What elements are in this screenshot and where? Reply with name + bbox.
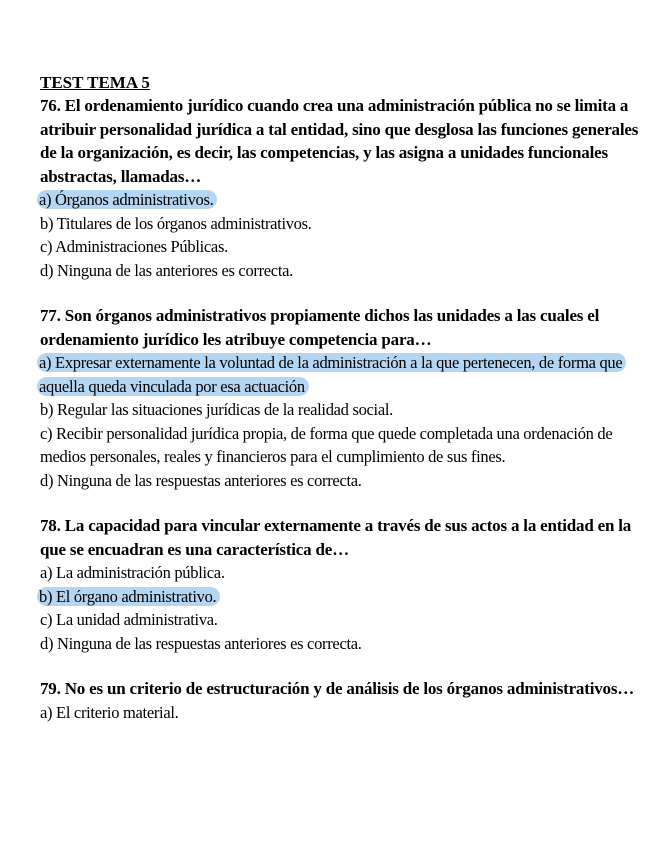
- answer-option: d) Ninguna de las anteriores es correcta.: [40, 260, 293, 280]
- answer-option: [40, 188, 640, 212]
- answer-option: [40, 351, 640, 398]
- answer-option: a) La administración pública.: [40, 563, 225, 582]
- answer-option: a) El criterio material.: [40, 702, 179, 722]
- spacer: [40, 492, 640, 514]
- answer-option: d) Ninguna de las respuestas anteriores es correcta.: [40, 470, 362, 490]
- spacer: [40, 282, 640, 304]
- answer-option: c) Administraciones Públicas.: [40, 237, 228, 256]
- question-text: 77. Son órganos administrativos propiamente dichos las unidades a las cuales el ordenamiento jurídico les atribuye competencia para…: [40, 306, 600, 349]
- question-76: [40, 94, 640, 282]
- document-page: [40, 72, 640, 724]
- answer-option: b) Titulares de los órganos administrativos.: [40, 213, 312, 233]
- highlighted-answer: a) Órganos administrativos.: [37, 190, 217, 209]
- answer-option: [40, 585, 640, 609]
- question-text: 79. No es un criterio de estructuración y de análisis de los órganos administrativos…: [40, 679, 635, 698]
- spacer: [40, 655, 640, 677]
- answer-option: c) La unidad administrativa.: [40, 610, 218, 629]
- answer-option: b) Regular las situaciones jurídicas de la realidad social.: [40, 400, 393, 419]
- answer-option: c) Recibir personalidad jurídica propia, de forma que quede completada una ordenación de medios personales, reales y financieros para el cumplimiento de sus fines.: [40, 423, 613, 466]
- question-78: [40, 514, 640, 655]
- highlighted-answer: a) Expresar externamente la voluntad de la administración a la que pertenecen, de forma que aquella queda vinculada por esa actuación: [37, 353, 626, 396]
- question-77: [40, 304, 640, 492]
- question-79: [40, 677, 640, 724]
- highlighted-answer: b) El órgano administrativo.: [37, 587, 220, 606]
- question-text: 78. La capacidad para vincular externamente a través de sus actos a la entidad en la que se encuadran es una característica de…: [40, 516, 632, 559]
- document-title: TEST TEMA 5: [40, 73, 150, 92]
- question-text: 76. El ordenamiento jurídico cuando crea una administración pública no se limita a atribuir personalidad jurídica a tal entidad, sino que desglosa las funciones generales de la organización, es decir, las competencias, y las asigna a unidades funcionales abstractas, llamadas…: [40, 96, 639, 186]
- answer-option: d) Ninguna de las respuestas anteriores es correcta.: [40, 633, 362, 653]
